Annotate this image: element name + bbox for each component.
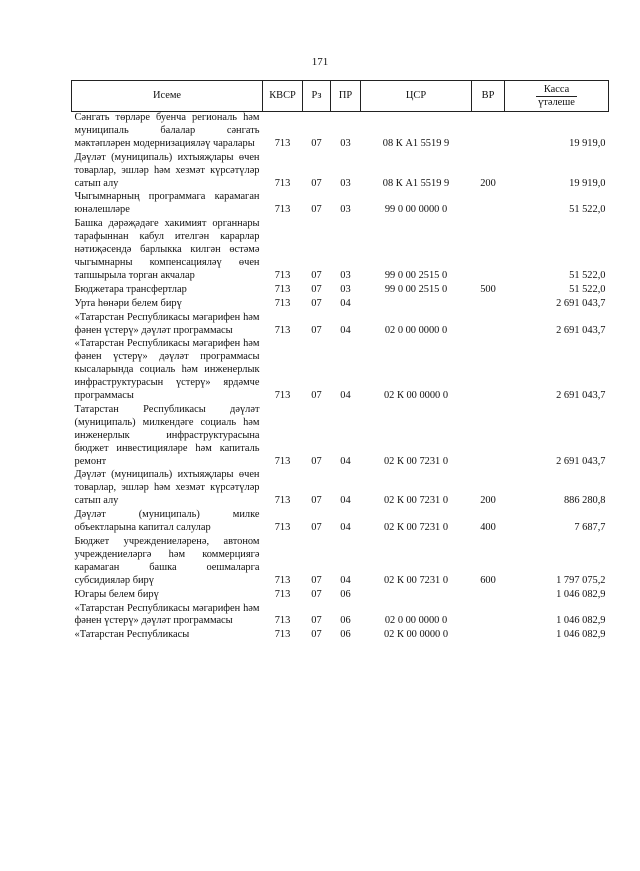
row-amount-cell: 2 691 043,7 [556, 324, 606, 336]
row-kvsr-cell: 713 [274, 204, 291, 216]
table-body [72, 112, 609, 644]
row-amount-cell: 19 919,0 [569, 137, 606, 149]
budget-table [71, 80, 609, 643]
row-pr-cell: 06 [340, 629, 351, 641]
row-vr-cell [472, 298, 505, 312]
row-vr-cell [472, 404, 505, 470]
row-vr-cell: 600 [480, 574, 496, 586]
row-name-cell: Сәнгать төрләре буенча региональ һәм муниципаль балалар сәнгать мәктәпләрен модернизацияләү чаралары [74, 112, 260, 149]
row-pr-cell: 06 [340, 588, 351, 600]
row-amount-cell: 2 691 043,7 [556, 390, 606, 402]
row-amount-cell: 7 687,7 [574, 522, 606, 534]
table-row [72, 284, 609, 298]
row-rz-cell: 07 [311, 177, 322, 189]
row-name-cell: Урта һөнәри белем бирү [74, 297, 182, 309]
row-rz-cell: 07 [311, 629, 322, 641]
row-csr-cell: 02 0 00 0000 0 [384, 615, 448, 627]
kassa-label-line2: үтәлеше [538, 96, 575, 108]
row-pr-cell: 03 [340, 204, 351, 216]
row-pr-cell: 03 [340, 177, 351, 189]
page-number: 171 [311, 56, 329, 68]
row-vr-cell: 400 [480, 522, 496, 534]
row-amount-cell: 51 522,0 [569, 204, 606, 216]
row-kvsr-cell: 713 [274, 588, 291, 600]
row-rz-cell: 07 [311, 297, 322, 309]
col-header-rz: Рз [303, 81, 331, 112]
row-vr-cell [472, 191, 505, 218]
row-pr-cell: 04 [340, 495, 351, 507]
row-csr-cell: 02 К 00 0000 0 [383, 390, 449, 402]
table-row [72, 218, 609, 284]
row-csr-cell: 02 К 00 7231 0 [383, 455, 449, 467]
table-row [72, 338, 609, 404]
row-kvsr-cell: 713 [274, 269, 291, 281]
row-vr-cell [472, 629, 505, 643]
row-kvsr-cell: 713 [274, 297, 291, 309]
row-csr-cell: 02 0 00 0000 0 [384, 324, 448, 336]
row-csr-cell [361, 298, 472, 312]
table-row [72, 509, 609, 536]
col-header-csr: ЦСР [361, 81, 472, 112]
row-amount-cell: 1 046 082,9 [556, 629, 606, 641]
row-name-cell: Дәүләт (муниципаль) ихтыяҗлары өчен товарлар, эшләр һәм хезмәт күрсәтүләр сатып алу [74, 151, 260, 189]
row-name-cell: Бюджет учреждениеләренә, автоном учреждениеләргә һәм коммерциягә карамаган башка оешмаларга субсидияләр бирү [74, 536, 260, 586]
row-name-cell: Дәүләт (муниципаль) милке объектларына капитал салулар [74, 509, 260, 534]
row-rz-cell: 07 [311, 283, 322, 295]
table-row [72, 112, 609, 152]
row-vr-cell: 200 [480, 177, 496, 189]
table-row [72, 469, 609, 509]
row-kvsr-cell: 713 [274, 324, 291, 336]
col-header-pr: ПР [331, 81, 361, 112]
row-amount-cell: 2 691 043,7 [556, 297, 606, 309]
row-name-cell: «Татарстан Республикасы мәгарифен һәм фәнен үстерү» дәүләт программасы кысаларында социаль һәм инженерлык инфраструктурасын үстерү» ярдәмче программасы [74, 338, 260, 402]
row-kvsr-cell: 713 [274, 629, 291, 641]
row-kvsr-cell: 713 [274, 283, 291, 295]
row-vr-cell [472, 603, 505, 630]
row-rz-cell: 07 [311, 574, 322, 586]
row-rz-cell: 07 [311, 269, 322, 281]
row-csr-cell: 02 К 00 7231 0 [383, 522, 449, 534]
row-csr-cell: 08 К А1 5519 9 [382, 177, 450, 189]
table-row [72, 298, 609, 312]
col-header-kvsr: КВСР [263, 81, 303, 112]
row-kvsr-cell: 713 [274, 495, 291, 507]
row-pr-cell: 04 [340, 297, 351, 309]
row-name-cell: «Татарстан Республикасы мәгарифен һәм фәнен үстерү» дәүләт программасы [74, 602, 260, 627]
table-row [72, 404, 609, 470]
row-pr-cell: 03 [340, 137, 351, 149]
table-row [72, 629, 609, 643]
row-pr-cell: 04 [340, 574, 351, 586]
row-pr-cell: 04 [340, 522, 351, 534]
row-rz-cell: 07 [311, 615, 322, 627]
row-amount-cell: 2 691 043,7 [556, 455, 606, 467]
row-csr-cell: 99 0 00 2515 0 [384, 283, 448, 295]
row-amount-cell: 1 046 082,9 [556, 615, 606, 627]
row-vr-cell [472, 338, 505, 404]
row-kvsr-cell: 713 [274, 390, 291, 402]
table-row [72, 536, 609, 589]
row-amount-cell: 1 046 082,9 [556, 588, 606, 600]
row-amount-cell: 886 280,8 [563, 495, 606, 507]
row-name-cell: Югары белем бирү [74, 588, 159, 600]
row-amount-cell: 19 919,0 [569, 177, 606, 189]
row-rz-cell: 07 [311, 324, 322, 336]
row-rz-cell: 07 [311, 588, 322, 600]
row-vr-cell: 500 [480, 283, 496, 295]
row-pr-cell: 03 [340, 283, 351, 295]
row-vr-cell [472, 112, 505, 152]
row-vr-cell [472, 312, 505, 339]
col-header-kassa [505, 81, 609, 112]
row-kvsr-cell: 713 [274, 137, 291, 149]
col-header-name: Исеме [72, 81, 263, 112]
row-pr-cell: 06 [340, 615, 351, 627]
row-csr-cell: 02 К 00 7231 0 [383, 495, 449, 507]
row-vr-cell [472, 218, 505, 284]
row-csr-cell: 99 0 00 2515 0 [384, 269, 448, 281]
table-row [72, 603, 609, 630]
row-amount-cell: 51 522,0 [569, 269, 606, 281]
col-header-vr: ВР [472, 81, 505, 112]
row-kvsr-cell: 713 [274, 574, 291, 586]
table-row [72, 191, 609, 218]
row-amount-cell: 51 522,0 [569, 283, 606, 295]
row-kvsr-cell: 713 [274, 177, 291, 189]
row-vr-cell [472, 589, 505, 603]
row-pr-cell: 04 [340, 390, 351, 402]
row-name-cell: Бюджетара трансфертлар [74, 283, 187, 295]
row-pr-cell: 04 [340, 455, 351, 467]
row-csr-cell [361, 589, 472, 603]
row-vr-cell: 200 [480, 495, 496, 507]
row-name-cell: «Татарстан Республикасы мәгарифен һәм фәнен үстерү» дәүләт программасы [74, 311, 260, 336]
row-kvsr-cell: 713 [274, 522, 291, 534]
table-header-row [72, 81, 609, 112]
row-rz-cell: 07 [311, 204, 322, 216]
row-rz-cell: 07 [311, 390, 322, 402]
row-csr-cell: 99 0 00 0000 0 [384, 204, 448, 216]
row-rz-cell: 07 [311, 455, 322, 467]
table-row [72, 589, 609, 603]
row-csr-cell: 02 К 00 7231 0 [383, 574, 449, 586]
row-kvsr-cell: 713 [274, 455, 291, 467]
row-name-cell: Башка дәрәҗәдәге хакимият органнары тарафыннан кабул ителгән карарлар нәтиҗәсендә барлыкка килгән өстәмә чыгымнарны компенсацияләү өчен тапшырыла торган акчалар [74, 218, 260, 281]
row-rz-cell: 07 [311, 522, 322, 534]
row-csr-cell: 02 К 00 0000 0 [383, 629, 449, 641]
row-name-cell: Чыгымнарның программага карамаган юнәлешләре [74, 191, 260, 216]
row-pr-cell: 03 [340, 269, 351, 281]
row-kvsr-cell: 713 [274, 615, 291, 627]
table-row [72, 312, 609, 339]
row-name-cell: Дәүләт (муниципаль) ихтыяҗлары өчен товарлар, эшләр һәм хезмәт күрсәтүләр сатып алу [74, 469, 260, 507]
row-rz-cell: 07 [311, 495, 322, 507]
table-row [72, 152, 609, 192]
row-csr-cell: 08 К А1 5519 9 [382, 137, 450, 149]
row-name-cell: Татарстан Республикасы дәүләт (муниципаль) милкендәге социаль һәм инженерлык инфраструктурасына бюджет инвестицияләре һәм капиталь ремонт [74, 403, 260, 467]
row-amount-cell: 1 797 075,2 [556, 574, 606, 586]
row-pr-cell: 04 [340, 324, 351, 336]
kassa-label-line1: Касса [543, 83, 570, 95]
row-rz-cell: 07 [311, 137, 322, 149]
row-name-cell: «Татарстан Республикасы [74, 629, 190, 641]
